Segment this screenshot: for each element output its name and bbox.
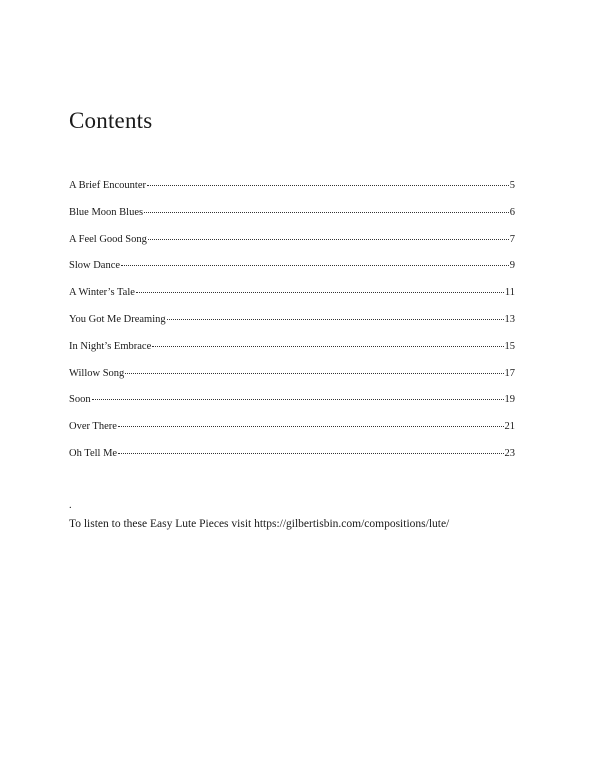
listening-note: To listen to these Easy Lute Pieces visit https://gilbertisbin.com/compositions/lute/	[69, 518, 450, 530]
toc-entry-page: 19	[504, 394, 515, 406]
toc-entry-title: Blue Moon Blues	[69, 206, 144, 218]
toc-entry-page: 23	[504, 447, 515, 459]
toc-dot-leader	[136, 292, 504, 293]
toc-dot-leader	[147, 185, 509, 186]
toc-entry-page: 7	[509, 233, 515, 245]
toc-entry[interactable]	[69, 179, 515, 206]
toc-entry-title: Oh Tell Me	[69, 447, 118, 459]
toc-entry-page: 5	[509, 180, 515, 191]
toc-dot-leader	[118, 453, 503, 454]
page-title: Contents	[69, 108, 153, 133]
toc-entry[interactable]	[69, 259, 515, 286]
toc-entry-page: 11	[504, 287, 515, 299]
toc-entry[interactable]	[69, 420, 515, 447]
toc-dot-leader	[167, 319, 504, 320]
toc-entry[interactable]	[69, 206, 515, 233]
toc-entry[interactable]	[69, 447, 515, 474]
toc-entry[interactable]	[69, 393, 515, 420]
toc-entry[interactable]	[69, 233, 515, 260]
toc-entry[interactable]	[69, 340, 515, 367]
toc-entry[interactable]	[69, 367, 515, 394]
toc-entry-title: In Night’s Embrace	[69, 340, 152, 352]
toc-entry[interactable]	[69, 286, 515, 313]
toc-entry-page: 21	[504, 421, 515, 433]
toc-entry-title: A Feel Good Song	[69, 233, 147, 245]
toc-entry-title: Soon	[69, 394, 91, 406]
toc-dot-leader	[92, 399, 504, 400]
toc-entry-title: You Got Me Dreaming	[69, 313, 166, 325]
toc-dot-leader	[118, 426, 504, 427]
table-of-contents	[69, 179, 515, 474]
toc-entry-page: 6	[509, 206, 515, 218]
toc-dot-leader	[148, 239, 509, 240]
toc-entry-title: Slow Dance	[69, 260, 121, 272]
toc-entry-page: 15	[504, 340, 515, 352]
stray-period: .	[69, 500, 72, 511]
toc-dot-leader	[144, 212, 509, 213]
toc-dot-leader	[125, 373, 503, 374]
toc-entry-title: Willow Song	[69, 367, 125, 379]
toc-entry-page: 17	[504, 367, 515, 379]
toc-entry-title: A Winter’s Tale	[69, 287, 135, 299]
toc-entry-title: A Brief Encounter	[69, 180, 146, 191]
toc-entry-page: 13	[504, 313, 515, 325]
toc-entry-page: 9	[509, 260, 515, 272]
toc-entry[interactable]	[69, 313, 515, 340]
toc-dot-leader	[121, 265, 509, 266]
toc-dot-leader	[152, 346, 503, 347]
toc-entry-title: Over There	[69, 421, 117, 433]
